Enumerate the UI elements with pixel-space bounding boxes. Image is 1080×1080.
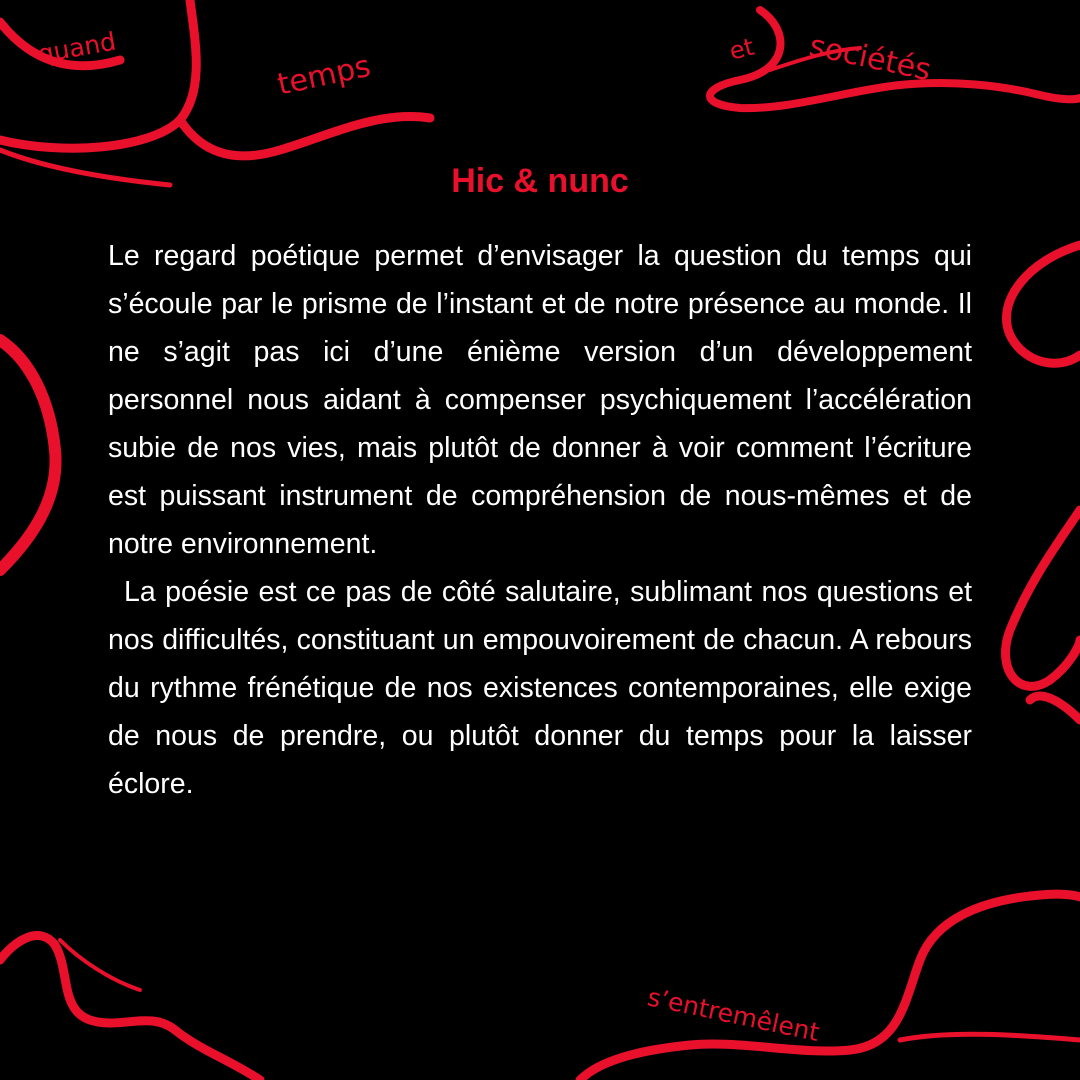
ribbon-left (0, 340, 56, 570)
ribbon-word-entremelent: s’entremêlent (644, 982, 823, 1048)
body-text (108, 232, 972, 808)
poster-title: Hic & nunc (451, 162, 629, 200)
ribbon-word-quand: quand (35, 26, 119, 69)
ribbon-word-temps: temps (274, 48, 374, 103)
ribbon-right-upper (1006, 245, 1080, 363)
ribbon-right-lower (1006, 510, 1080, 720)
ribbon-word-societes: sociétés (806, 28, 935, 89)
paragraph-1: Le regard poétique permet d’envisager la question du temps qui s’écoule par le prisme de l’instant et de notre présence au monde. Il ne s’agit pas ici d’une énième version d’un développement personnel nous aidant à compenser psychiquement l’accélération subie de nos vies, mais plutôt de donner à voir comment l’écriture est puissant instrument de compréhension de nous-mêmes et de notre environnement. (108, 240, 972, 560)
ribbon-bottom-left (0, 936, 260, 1080)
ribbon-word-et: et (726, 32, 757, 66)
paragraph-2: La poésie est ce pas de côté salutaire, sublimant nos questions et nos difficultés, constituant un empouvoirement de chacun. A rebours du rythme frénétique de nos existences contemporaines, elle exige de nous de prendre, ou plutôt donner du temps pour la laisser éclore. (108, 576, 972, 800)
